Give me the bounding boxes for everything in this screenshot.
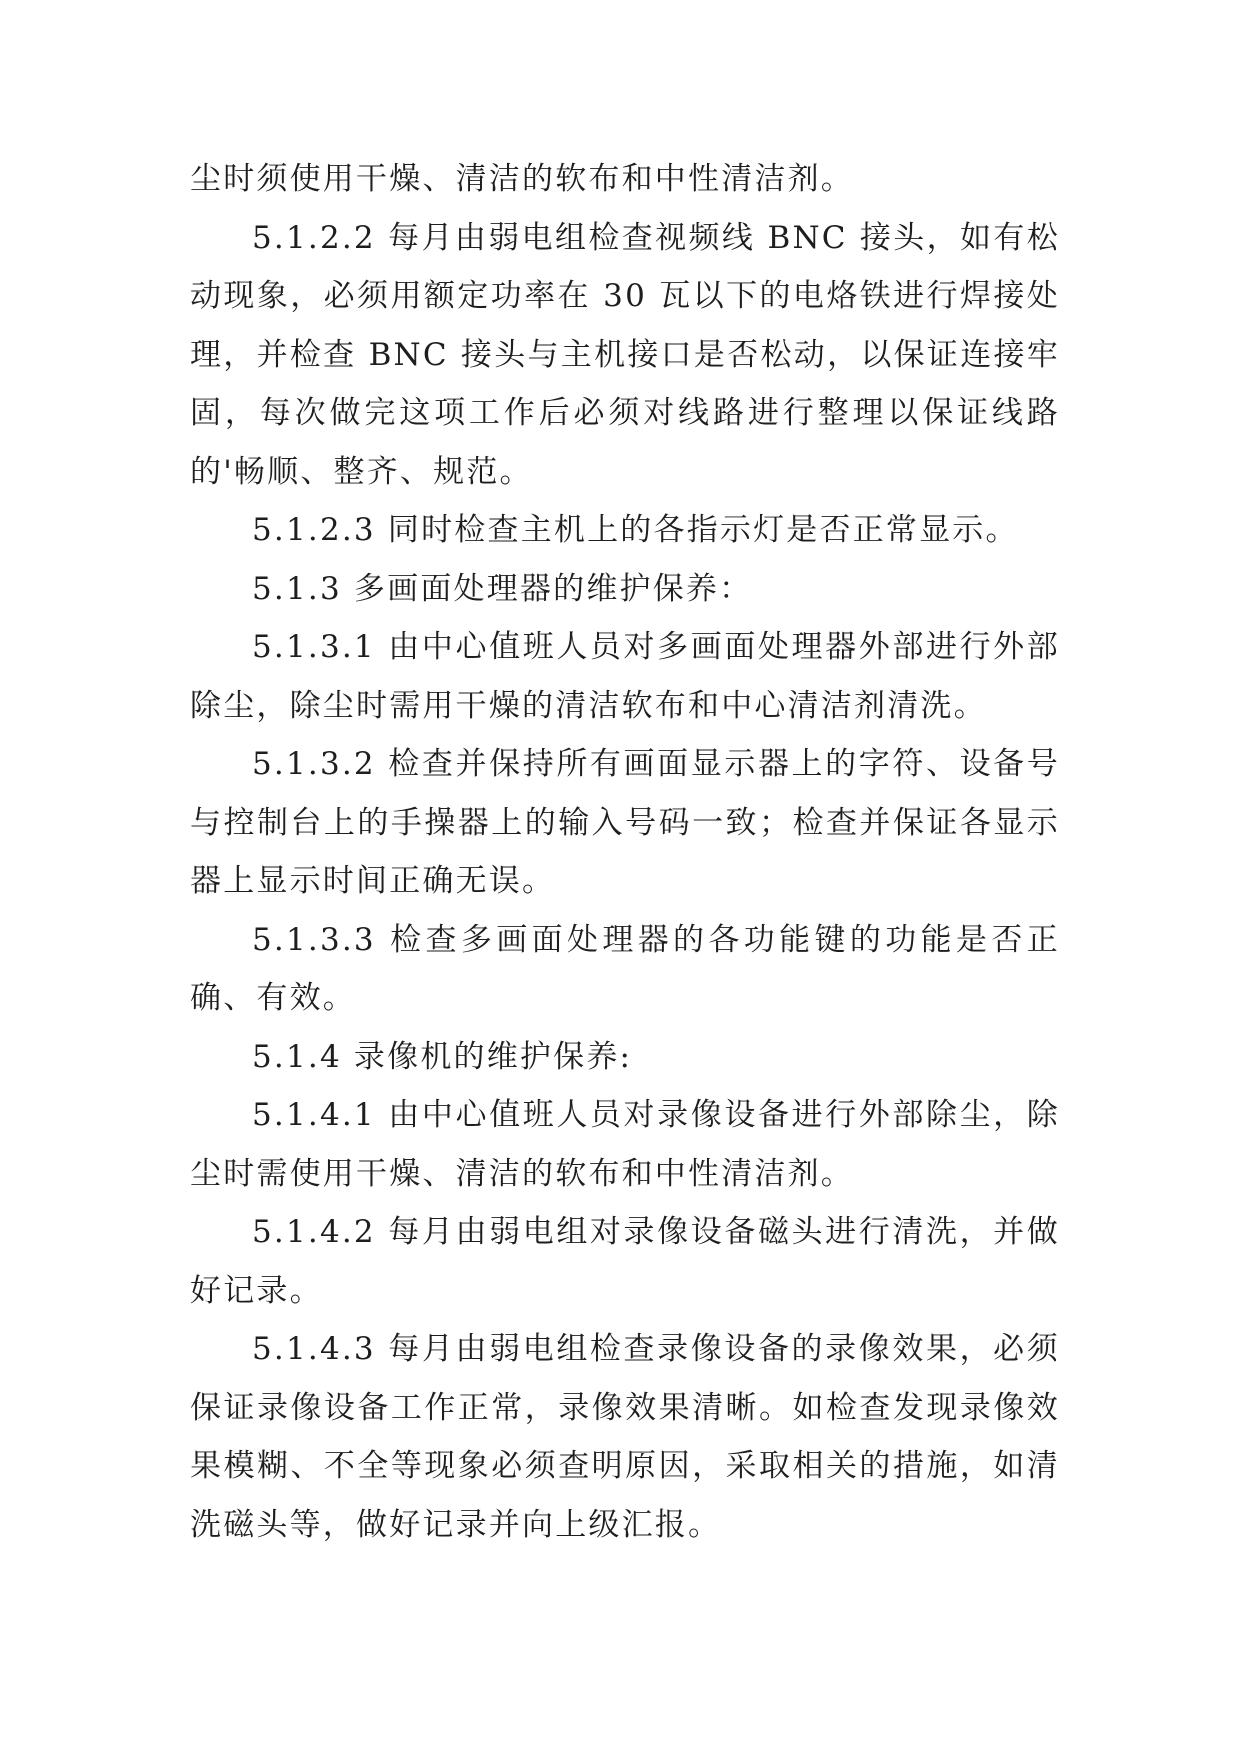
paragraph-5-1-4-2: 5.1.4.2 每月由弱电组对录像设备磁头进行清洗，并做好记录。 [190, 1214, 1060, 1309]
heading-5-1-3: 5.1.3 多画面处理器的维护保养： [252, 570, 753, 607]
paragraph-5-1-2-2: 5.1.2.2 每月由弱电组检查视频线 BNC 接头，如有松动现象，必须用额定功率在 30 瓦以下的电烙铁进行焊接处理，并检查 BNC 接头与主机接口是否松动，以保证连接牢固，每次做完这项工作后必须对线路进行整理以保证线路的'畅顺、整齐、规范。 [190, 219, 1060, 490]
paragraph-5-1-3-2: 5.1.3.2 检查并保持所有画面显示器上的字符、设备号与控制台上的手操器上的输入号码一致；检查并保证各显示器上显示时间正确无误。 [190, 746, 1060, 899]
paragraph-5-1-3-1: 5.1.3.1 由中心值班人员对多画面处理器外部进行外部除尘，除尘时需用干燥的清洁软布和中心清洁剂清洗。 [190, 629, 1060, 724]
paragraph-5-1-2-3: 5.1.2.3 同时检查主机上的各指示灯是否正常显示。 [252, 512, 1019, 548]
paragraph-5-1-3-3: 5.1.3.3 检查多画面处理器的各功能键的功能是否正确、有效。 [190, 921, 1060, 1016]
paragraph-continuation: 尘时须使用干燥、清洁的软布和中性清洁剂。 [190, 161, 854, 197]
paragraph-5-1-4-3: 5.1.4.3 每月由弱电组检查录像设备的录像效果，必须保证录像设备工作正常，录像效果清晰。如检查发现录像效果模糊、不全等现象必须查明原因，采取相关的措施，如清洗磁头等，做好记录并向上级汇报。 [190, 1331, 1060, 1543]
heading-5-1-4: 5.1.4 录像机的维护保养: [252, 1038, 633, 1075]
paragraph-5-1-4-1: 5.1.4.1 由中心值班人员对录像设备进行外部除尘，除尘时需使用干燥、清洁的软布和中性清洁剂。 [190, 1097, 1060, 1192]
document-page [190, 150, 1060, 1554]
